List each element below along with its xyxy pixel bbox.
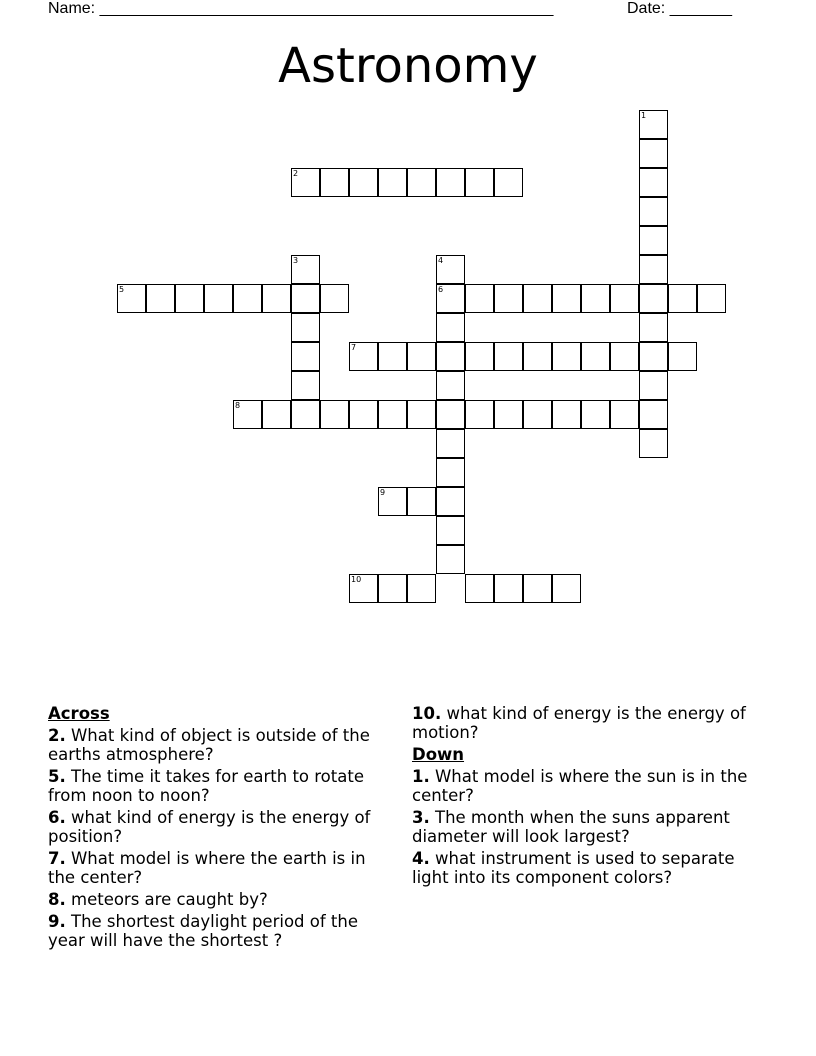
grid-cell[interactable] bbox=[523, 342, 552, 371]
across-clue bbox=[48, 912, 393, 950]
grid-cell[interactable] bbox=[523, 574, 552, 603]
grid-cell[interactable] bbox=[465, 342, 494, 371]
cell-number: 6 bbox=[438, 285, 444, 294]
cell-number: 10 bbox=[351, 575, 362, 584]
clue-text: what kind of energy is the energy of position? bbox=[48, 808, 371, 846]
grid-cell[interactable] bbox=[291, 255, 320, 284]
down-heading: Down bbox=[412, 745, 465, 764]
cell-number: 2 bbox=[293, 169, 299, 178]
grid-cell[interactable] bbox=[378, 168, 407, 197]
grid-cell[interactable] bbox=[436, 400, 465, 429]
cell-number: 5 bbox=[119, 285, 125, 294]
cell-number: 8 bbox=[235, 401, 241, 410]
grid-cell[interactable] bbox=[436, 371, 465, 400]
grid-cell[interactable] bbox=[465, 168, 494, 197]
grid-cell[interactable] bbox=[262, 400, 291, 429]
clues-column-right bbox=[412, 704, 757, 890]
grid-cell[interactable] bbox=[349, 342, 378, 371]
grid-cell[interactable] bbox=[291, 342, 320, 371]
grid-cell[interactable] bbox=[639, 342, 668, 371]
grid-cell[interactable] bbox=[175, 284, 204, 313]
grid-cell[interactable] bbox=[639, 255, 668, 284]
grid-cell[interactable] bbox=[291, 371, 320, 400]
grid-cell[interactable] bbox=[523, 284, 552, 313]
grid-cell[interactable] bbox=[639, 110, 668, 139]
grid-cell[interactable] bbox=[581, 400, 610, 429]
grid-cell[interactable] bbox=[639, 371, 668, 400]
clue-number: 9. bbox=[48, 912, 66, 931]
grid-cell[interactable] bbox=[233, 284, 262, 313]
grid-cell[interactable] bbox=[610, 284, 639, 313]
grid-cell[interactable] bbox=[639, 168, 668, 197]
grid-cell[interactable] bbox=[378, 487, 407, 516]
cell-number: 9 bbox=[380, 488, 386, 497]
grid-cell[interactable] bbox=[639, 197, 668, 226]
grid-cell[interactable] bbox=[378, 342, 407, 371]
page-title: Astronomy bbox=[278, 38, 538, 94]
grid-cell[interactable] bbox=[436, 429, 465, 458]
across-clue bbox=[412, 704, 757, 742]
grid-cell[interactable] bbox=[639, 429, 668, 458]
grid-cell[interactable] bbox=[436, 284, 465, 313]
clue-text: What model is where the earth is in the center? bbox=[48, 849, 366, 887]
grid-cell[interactable] bbox=[639, 313, 668, 342]
clue-number: 2. bbox=[48, 726, 66, 745]
cell-number: 4 bbox=[438, 256, 444, 265]
grid-cell[interactable] bbox=[291, 313, 320, 342]
grid-cell[interactable] bbox=[610, 342, 639, 371]
clue-text: What kind of object is outside of the earths atmosphere? bbox=[48, 726, 370, 764]
grid-cell[interactable] bbox=[320, 400, 349, 429]
grid-cell[interactable] bbox=[436, 487, 465, 516]
grid-cell[interactable] bbox=[320, 168, 349, 197]
cell-number: 7 bbox=[351, 343, 357, 352]
grid-cell[interactable] bbox=[407, 400, 436, 429]
clue-number: 1. bbox=[412, 767, 430, 786]
grid-cell[interactable] bbox=[436, 516, 465, 545]
across-heading: Across bbox=[48, 704, 110, 723]
grid-cell[interactable] bbox=[117, 284, 146, 313]
grid-cell[interactable] bbox=[552, 342, 581, 371]
grid-cell[interactable] bbox=[320, 284, 349, 313]
down-clue bbox=[412, 849, 757, 887]
grid-cell[interactable] bbox=[407, 487, 436, 516]
grid-cell[interactable] bbox=[697, 284, 726, 313]
clue-text: What model is where the sun is in the center? bbox=[412, 767, 748, 805]
grid-cell[interactable] bbox=[407, 168, 436, 197]
grid-cell[interactable] bbox=[639, 284, 668, 313]
grid-cell[interactable] bbox=[465, 400, 494, 429]
grid-cell[interactable] bbox=[668, 342, 697, 371]
grid-cell[interactable] bbox=[581, 284, 610, 313]
clue-text: The month when the suns apparent diameter will look largest? bbox=[412, 808, 730, 846]
name-field-label: Name: ___________________________________________________ bbox=[48, 0, 554, 17]
clue-number: 10. bbox=[412, 704, 442, 723]
across-clue bbox=[48, 890, 393, 909]
grid-cell[interactable] bbox=[610, 400, 639, 429]
clue-text: The time it takes for earth to rotate from noon to noon? bbox=[48, 767, 364, 805]
clue-text: The shortest daylight period of the year will have the shortest ? bbox=[48, 912, 358, 950]
grid-cell[interactable] bbox=[349, 400, 378, 429]
grid-cell[interactable] bbox=[494, 168, 523, 197]
grid-cell[interactable] bbox=[204, 284, 233, 313]
clue-number: 6. bbox=[48, 808, 66, 827]
grid-cell[interactable] bbox=[552, 400, 581, 429]
grid-cell[interactable] bbox=[349, 574, 378, 603]
clue-number: 4. bbox=[412, 849, 430, 868]
grid-cell[interactable] bbox=[291, 284, 320, 313]
grid-cell[interactable] bbox=[436, 168, 465, 197]
clue-number: 5. bbox=[48, 767, 66, 786]
clue-text: what instrument is used to separate light into its component colors? bbox=[412, 849, 735, 887]
cell-number: 1 bbox=[641, 111, 647, 120]
clues-column-left bbox=[48, 704, 393, 953]
grid-cell[interactable] bbox=[233, 400, 262, 429]
grid-cell[interactable] bbox=[668, 284, 697, 313]
clue-number: 7. bbox=[48, 849, 66, 868]
clue-text: meteors are caught by? bbox=[65, 890, 268, 909]
grid-cell[interactable] bbox=[262, 284, 291, 313]
grid-cell[interactable] bbox=[291, 168, 320, 197]
across-clue bbox=[48, 767, 393, 805]
grid-cell[interactable] bbox=[436, 458, 465, 487]
grid-cell[interactable] bbox=[465, 574, 494, 603]
grid-cell[interactable] bbox=[291, 400, 320, 429]
grid-cell[interactable] bbox=[407, 342, 436, 371]
across-clue bbox=[48, 849, 393, 887]
grid-cell[interactable] bbox=[639, 139, 668, 168]
grid-cell[interactable] bbox=[407, 574, 436, 603]
across-clue bbox=[48, 726, 393, 764]
grid-cell[interactable] bbox=[436, 342, 465, 371]
down-clue bbox=[412, 808, 757, 846]
grid-cell[interactable] bbox=[465, 284, 494, 313]
grid-cell[interactable] bbox=[639, 226, 668, 255]
grid-cell[interactable] bbox=[378, 400, 407, 429]
clue-number: 3. bbox=[412, 808, 430, 827]
grid-cell[interactable] bbox=[436, 255, 465, 284]
grid-cell[interactable] bbox=[436, 545, 465, 574]
grid-cell[interactable] bbox=[378, 574, 407, 603]
across-clue bbox=[48, 808, 393, 846]
cell-number: 3 bbox=[293, 256, 299, 265]
grid-cell[interactable] bbox=[494, 400, 523, 429]
grid-cell[interactable] bbox=[494, 342, 523, 371]
grid-cell[interactable] bbox=[494, 284, 523, 313]
grid-cell[interactable] bbox=[552, 284, 581, 313]
clue-text: what kind of energy is the energy of motion? bbox=[412, 704, 746, 742]
grid-cell[interactable] bbox=[494, 574, 523, 603]
grid-cell[interactable] bbox=[349, 168, 378, 197]
grid-cell[interactable] bbox=[523, 400, 552, 429]
clue-number: 8. bbox=[48, 890, 66, 909]
grid-cell[interactable] bbox=[436, 313, 465, 342]
grid-cell[interactable] bbox=[581, 342, 610, 371]
date-field-label: Date: _______ bbox=[627, 0, 732, 17]
grid-cell[interactable] bbox=[639, 400, 668, 429]
grid-cell[interactable] bbox=[146, 284, 175, 313]
down-clue bbox=[412, 767, 757, 805]
grid-cell[interactable] bbox=[552, 574, 581, 603]
